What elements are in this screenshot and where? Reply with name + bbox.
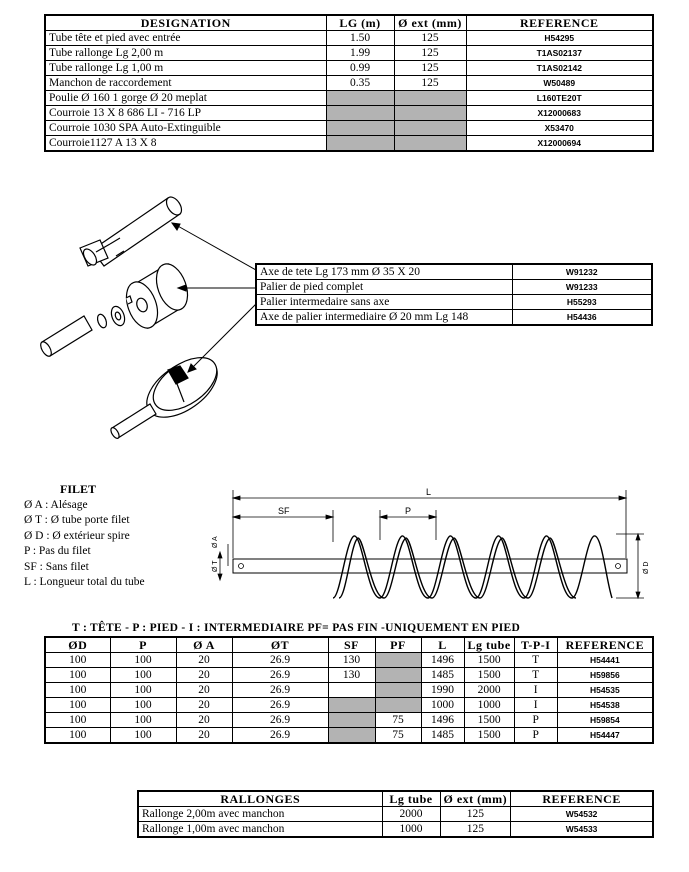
table-row	[45, 61, 653, 76]
sf-cell	[328, 683, 375, 698]
tpi-cell: I	[514, 698, 557, 713]
lg-cell	[326, 91, 394, 106]
header-cell: Ø A	[176, 637, 232, 653]
tpi-cell: I	[514, 683, 557, 698]
od-cell: 100	[45, 698, 110, 713]
pf-cell	[375, 653, 421, 668]
legend-line: Ø A : Alésage	[24, 498, 88, 511]
reference-cell: X12000694	[466, 136, 653, 152]
rallonge-label-cell: Rallonge 2,00m avec manchon	[138, 807, 382, 822]
lg-cell: 1500	[464, 728, 514, 744]
ext-cell	[394, 121, 466, 136]
part-label-cell: Axe de palier intermediaire Ø 20 mm Lg 148	[256, 310, 512, 326]
ref-cell: H59856	[557, 668, 653, 683]
sf-cell	[328, 698, 375, 713]
tpi-cell: P	[514, 728, 557, 744]
oa-cell: 20	[176, 683, 232, 698]
designation-cell: Courroie 13 X 8 686 LI - 716 LP	[45, 106, 326, 121]
ot-cell: 26.9	[232, 653, 328, 668]
part-label-cell: Palier de pied complet	[256, 280, 512, 295]
lg-cell: 2000	[464, 683, 514, 698]
rallonges-table-body	[138, 807, 653, 838]
l-cell: 1496	[421, 653, 464, 668]
oa-cell: 20	[176, 668, 232, 683]
tpi-cell: T	[514, 653, 557, 668]
reference-cell: H54295	[466, 31, 653, 46]
exploded-parts-drawing	[20, 180, 270, 440]
l-cell: 1990	[421, 683, 464, 698]
designation-cell: Tube rallonge Lg 2,00 m	[45, 46, 326, 61]
intermediate-shaft-illustration	[109, 404, 156, 440]
oa-cell: 20	[176, 713, 232, 728]
reference-cell: W50489	[466, 76, 653, 91]
ext-cell: 125	[394, 31, 466, 46]
oa-cell: 20	[176, 653, 232, 668]
table-row	[45, 683, 653, 698]
header-cell: ØT	[232, 637, 328, 653]
legend-line: Ø T : Ø tube porte filet	[24, 514, 130, 526]
table-header-row	[45, 637, 653, 653]
header-lg: LG (m)	[326, 15, 394, 31]
header-designation: DESIGNATION	[45, 15, 326, 31]
header-cell: PF	[375, 637, 421, 653]
ot-cell: 26.9	[232, 668, 328, 683]
header-cell: L	[421, 637, 464, 653]
reference-cell: X12000683	[466, 106, 653, 121]
od-cell: 100	[45, 653, 110, 668]
header-cell: T-P-I	[514, 637, 557, 653]
oa-cell: 20	[176, 698, 232, 713]
table-header-row	[45, 15, 653, 31]
table-row	[45, 91, 653, 106]
od-cell: 100	[45, 728, 110, 744]
designation-cell: Courroie1127 A 13 X 8	[45, 136, 326, 152]
table-row	[256, 295, 652, 310]
legend-line: SF : Sans filet	[24, 560, 89, 573]
designation-cell: Courroie 1030 SPA Auto-Extinguible	[45, 121, 326, 136]
bearing-housing-illustration	[96, 260, 194, 333]
ext-cell: 125	[394, 46, 466, 61]
header-cell: RALLONGES	[138, 791, 382, 807]
od-cell: 100	[45, 713, 110, 728]
p-cell: 100	[110, 698, 176, 713]
l-cell: 1496	[421, 713, 464, 728]
designation-table	[44, 14, 654, 152]
header-cell: ØD	[45, 637, 110, 653]
lg-cell: 1.50	[326, 31, 394, 46]
filet-legend-lines	[24, 498, 214, 591]
lg-cell	[326, 136, 394, 152]
parts-table-body	[256, 264, 652, 325]
od-cell: 100	[45, 683, 110, 698]
designation-cell: Manchon de raccordement	[45, 76, 326, 91]
filet-title: FILET	[60, 482, 97, 496]
head-shaft-illustration	[80, 194, 185, 267]
rallonges-table	[137, 790, 654, 838]
tpi-cell: P	[514, 713, 557, 728]
pf-cell	[375, 698, 421, 713]
ot-cell: 26.9	[232, 698, 328, 713]
pf-cell: 75	[375, 728, 421, 744]
sf-cell: 130	[328, 668, 375, 683]
lg-cell	[326, 106, 394, 121]
ref-cell: H54441	[557, 653, 653, 668]
header-ext: Ø ext (mm)	[394, 15, 466, 31]
header-cell: Lg tube	[382, 791, 440, 807]
table-row	[45, 46, 653, 61]
legend-line: P : Pas du filet	[24, 545, 91, 557]
table-row	[45, 76, 653, 91]
part-label-cell: Axe de tete Lg 173 mm Ø 35 X 20	[256, 264, 512, 280]
header-cell: SF	[328, 637, 375, 653]
l-cell: 1000	[421, 698, 464, 713]
lg-cell: 1500	[464, 713, 514, 728]
table-row	[45, 106, 653, 121]
p-cell: 100	[110, 653, 176, 668]
part-label-cell: Palier intermedaire sans axe	[256, 295, 512, 310]
table-row	[45, 713, 653, 728]
rallonge-label-cell: Rallonge 1,00m avec manchon	[138, 822, 382, 838]
ref-cell: H59854	[557, 713, 653, 728]
parts-table	[255, 263, 653, 326]
table-row	[138, 822, 653, 838]
p-cell: 100	[110, 668, 176, 683]
legend-line: L : Longueur total du tube	[24, 576, 145, 588]
ot-cell: 26.9	[232, 683, 328, 698]
reference-cell: T1AS02137	[466, 46, 653, 61]
table-row	[256, 310, 652, 326]
label-P: P	[405, 506, 412, 516]
oa-cell: 20	[176, 728, 232, 744]
label-SF: SF	[278, 506, 290, 516]
label-OA: Ø A	[212, 536, 219, 548]
reference-cell: W91232	[512, 264, 652, 280]
ext-cell: 125	[440, 807, 511, 822]
lg-cell: 2000	[382, 807, 440, 822]
od-cell: 100	[45, 668, 110, 683]
filet-legend	[24, 482, 214, 591]
lg-cell: 0.35	[326, 76, 394, 91]
ext-cell	[394, 106, 466, 121]
ext-cell: 125	[394, 76, 466, 91]
reference-cell: W54532	[511, 807, 653, 822]
pf-cell: 75	[375, 713, 421, 728]
reference-cell: T1AS02142	[466, 61, 653, 76]
designation-table-body	[45, 31, 653, 152]
screw-table-body	[45, 653, 653, 744]
table-row	[45, 668, 653, 683]
ref-cell: H54538	[557, 698, 653, 713]
p-cell: 100	[110, 728, 176, 744]
p-cell: 100	[110, 713, 176, 728]
lg-cell: 1.99	[326, 46, 394, 61]
sf-cell: 130	[328, 653, 375, 668]
screw-table	[44, 636, 654, 744]
table-row	[256, 280, 652, 295]
table-row	[256, 264, 652, 280]
table-row	[45, 31, 653, 46]
header-cell: P	[110, 637, 176, 653]
header-cell: Lg tube	[464, 637, 514, 653]
ext-cell: 125	[440, 822, 511, 838]
ot-cell: 26.9	[232, 713, 328, 728]
tpi-cell: T	[514, 668, 557, 683]
reference-cell: H55293	[512, 295, 652, 310]
legend-line: Ø D : Ø extérieur spire	[24, 529, 130, 542]
lg-cell: 1500	[464, 668, 514, 683]
table-row	[45, 698, 653, 713]
designation-cell: Poulie Ø 160 1 gorge Ø 20 meplat	[45, 91, 326, 106]
ref-cell: H54535	[557, 683, 653, 698]
label-OD: Ø D	[643, 561, 650, 574]
table-row	[45, 121, 653, 136]
sf-cell	[328, 728, 375, 744]
ext-cell	[394, 136, 466, 152]
reference-cell: H54436	[512, 310, 652, 326]
table-header-row	[138, 791, 653, 807]
ref-cell: H54447	[557, 728, 653, 744]
l-cell: 1485	[421, 668, 464, 683]
header-reference: REFERENCE	[466, 15, 653, 31]
sf-cell	[328, 713, 375, 728]
ot-cell: 26.9	[232, 728, 328, 744]
table-row	[45, 653, 653, 668]
lg-cell: 0.99	[326, 61, 394, 76]
label-OT: Ø T	[212, 560, 219, 572]
header-cell: REFERENCE	[557, 637, 653, 653]
table-row	[138, 807, 653, 822]
designation-cell: Tube tête et pied avec entrée	[45, 31, 326, 46]
reference-cell: L160TE20T	[466, 91, 653, 106]
bearing-shaft-illustration	[39, 316, 92, 358]
designation-cell: Tube rallonge Lg 1,00 m	[45, 61, 326, 76]
reference-cell: W54533	[511, 822, 653, 838]
header-cell: Ø ext (mm)	[440, 791, 511, 807]
table-row	[45, 728, 653, 744]
screw-conveyor-drawing	[208, 480, 668, 610]
screw-table-caption: T : TÊTE - P : PIED - I : INTERMEDIAIRE PF= PAS FIN -UNIQUEMENT EN PIED	[72, 622, 521, 634]
lg-cell	[326, 121, 394, 136]
lg-cell: 1000	[382, 822, 440, 838]
reference-cell: X53470	[466, 121, 653, 136]
lg-cell: 1500	[464, 653, 514, 668]
header-cell: REFERENCE	[511, 791, 653, 807]
lg-cell: 1000	[464, 698, 514, 713]
ext-cell: 125	[394, 61, 466, 76]
pf-cell	[375, 683, 421, 698]
l-cell: 1485	[421, 728, 464, 744]
ext-cell	[394, 91, 466, 106]
pf-cell	[375, 668, 421, 683]
p-cell: 100	[110, 683, 176, 698]
table-row	[45, 136, 653, 152]
label-L: L	[426, 487, 432, 497]
reference-cell: W91233	[512, 280, 652, 295]
